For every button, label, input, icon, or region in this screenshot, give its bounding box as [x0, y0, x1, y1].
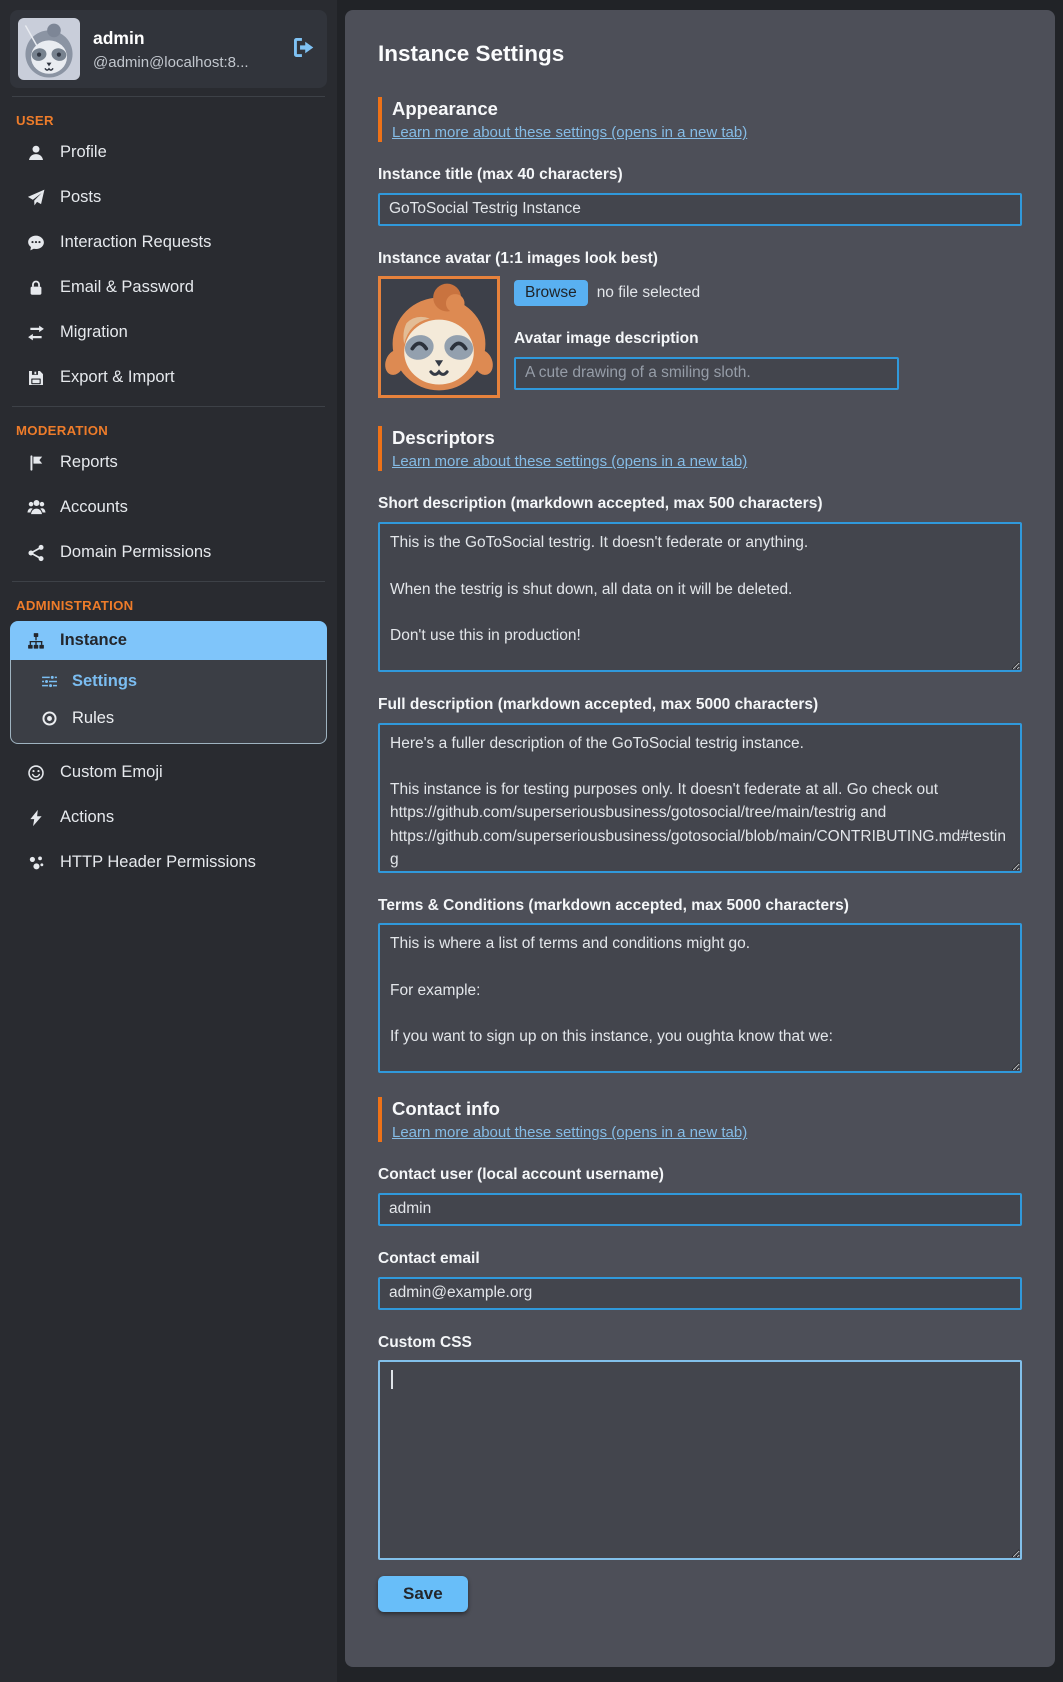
learn-more-link[interactable]: Learn more about these settings (opens in a new tab) [392, 1124, 748, 1142]
sidebar-item-label: Reports [60, 453, 118, 471]
custom-css-label: Custom CSS [378, 1333, 472, 1351]
terms-textarea[interactable] [378, 923, 1022, 1073]
sidebar-item-label: Accounts [60, 498, 128, 516]
contact-email-input[interactable] [378, 1277, 1022, 1310]
comment-dots-icon [26, 234, 46, 252]
user-handle: @admin@localhost:8... [93, 53, 249, 71]
field-instance-title [378, 166, 1022, 226]
sidebar-item-label: Migration [60, 323, 128, 341]
sidebar-item-label: Email & Password [60, 278, 194, 296]
file-status: no file selected [596, 284, 701, 302]
section-appearance [378, 97, 1022, 142]
arrow-right-from-bracket-icon [292, 47, 315, 62]
field-contact-user [378, 1166, 1022, 1226]
sidebar-item-email-password[interactable] [0, 265, 337, 310]
share-nodes-icon [26, 544, 46, 562]
sidebar-item-migration[interactable] [0, 310, 337, 355]
avatar-description-input[interactable] [514, 357, 899, 390]
bolt-icon [26, 809, 46, 827]
nav-section-user: USER [16, 113, 54, 128]
user-avatar [18, 18, 80, 80]
sidebar-item-export-import[interactable] [0, 355, 337, 400]
contact-email-label: Contact email [378, 1249, 480, 1267]
instance-settings-panel [345, 10, 1055, 1667]
sidebar [0, 0, 337, 1682]
users-icon [26, 498, 46, 517]
field-custom-css [378, 1334, 1022, 1561]
paper-plane-icon [26, 189, 46, 207]
flag-icon [26, 454, 46, 472]
instance-avatar-label: Instance avatar (1:1 images look best) [378, 249, 658, 267]
user-icon [26, 144, 46, 162]
sidebar-item-custom-emoji[interactable] [0, 750, 337, 795]
full-description-textarea[interactable] [378, 723, 1022, 873]
contact-user-input[interactable] [378, 1193, 1022, 1226]
divider [12, 406, 325, 407]
instance-title-input[interactable] [378, 193, 1022, 226]
nav-section-moderation: MODERATION [16, 423, 109, 438]
sidebar-item-label: Instance [60, 631, 127, 649]
section-descriptors [378, 426, 1022, 471]
short-description-textarea[interactable] [378, 522, 1022, 672]
section-contact-info [378, 1097, 1022, 1142]
floppy-disk-icon [26, 369, 46, 387]
short-description-label: Short description (markdown accepted, max 500 characters) [378, 495, 823, 513]
sidebar-item-profile[interactable] [0, 130, 337, 175]
field-full-description [378, 696, 1022, 873]
lock-icon [26, 279, 46, 297]
divider [12, 96, 325, 97]
browse-button[interactable]: Browse [514, 280, 588, 306]
learn-more-link[interactable]: Learn more about these settings (opens in a new tab) [392, 124, 748, 142]
section-title: Descriptors [392, 427, 495, 449]
instance-title-label: Instance title (max 40 characters) [378, 166, 623, 184]
sidebar-item-label: Custom Emoji [60, 763, 163, 781]
sidebar-item-accounts[interactable] [0, 485, 337, 530]
dots-cluster-icon [26, 854, 46, 872]
sidebar-item-label: Domain Permissions [60, 543, 212, 561]
sidebar-item-actions[interactable] [0, 795, 337, 840]
nav-section-administration: ADMINISTRATION [16, 598, 134, 613]
logout-button[interactable] [288, 32, 319, 66]
sidebar-item-label: Posts [60, 188, 102, 206]
instance-submenu [10, 660, 327, 744]
instance-avatar-preview [378, 276, 500, 398]
sidebar-item-label: Rules [72, 709, 115, 727]
avatar-description-label: Avatar image description [514, 330, 699, 348]
field-contact-email [378, 1250, 1022, 1310]
full-description-label: Full description (markdown accepted, max 5000 characters) [378, 696, 819, 714]
sidebar-item-interaction-requests[interactable] [0, 220, 337, 265]
sidebar-item-http-header-permissions[interactable] [0, 840, 337, 885]
smiley-icon [26, 764, 46, 782]
sliders-icon [39, 673, 59, 690]
sitemap-icon [26, 632, 46, 650]
user-name: admin [93, 27, 145, 48]
sidebar-item-label: Profile [60, 143, 107, 161]
text-caret [391, 1370, 393, 1389]
section-title: Appearance [392, 98, 498, 119]
sidebar-item-posts[interactable] [0, 175, 337, 220]
sidebar-item-label: HTTP Header Permissions [60, 853, 256, 871]
sidebar-item-label: Actions [60, 808, 115, 826]
contact-user-label: Contact user (local account username) [378, 1166, 664, 1184]
learn-more-link[interactable]: Learn more about these settings (opens in a new tab) [392, 453, 748, 471]
sidebar-item-rules[interactable] [11, 700, 326, 737]
sidebar-item-instance[interactable] [10, 621, 327, 660]
custom-css-textarea[interactable] [378, 1360, 1022, 1560]
sidebar-item-reports[interactable] [0, 440, 337, 485]
save-button[interactable]: Save [378, 1576, 468, 1612]
user-meta [93, 28, 249, 71]
sidebar-item-label: Interaction Requests [60, 233, 212, 251]
field-terms [378, 897, 1022, 1074]
page-title: Instance Settings [378, 41, 565, 66]
terms-label: Terms & Conditions (markdown accepted, max 5000 characters) [378, 896, 849, 914]
arrows-left-right-icon [26, 324, 46, 342]
sidebar-item-label: Settings [72, 672, 138, 690]
circle-dot-icon [39, 710, 59, 727]
section-title: Contact info [392, 1098, 500, 1120]
sidebar-item-label: Export & Import [60, 368, 175, 386]
field-short-description [378, 495, 1022, 672]
sidebar-item-domain-permissions[interactable] [0, 530, 337, 575]
sidebar-item-settings[interactable] [11, 663, 326, 700]
field-instance-avatar [378, 250, 1022, 399]
user-card[interactable] [10, 10, 327, 88]
divider [12, 581, 325, 582]
